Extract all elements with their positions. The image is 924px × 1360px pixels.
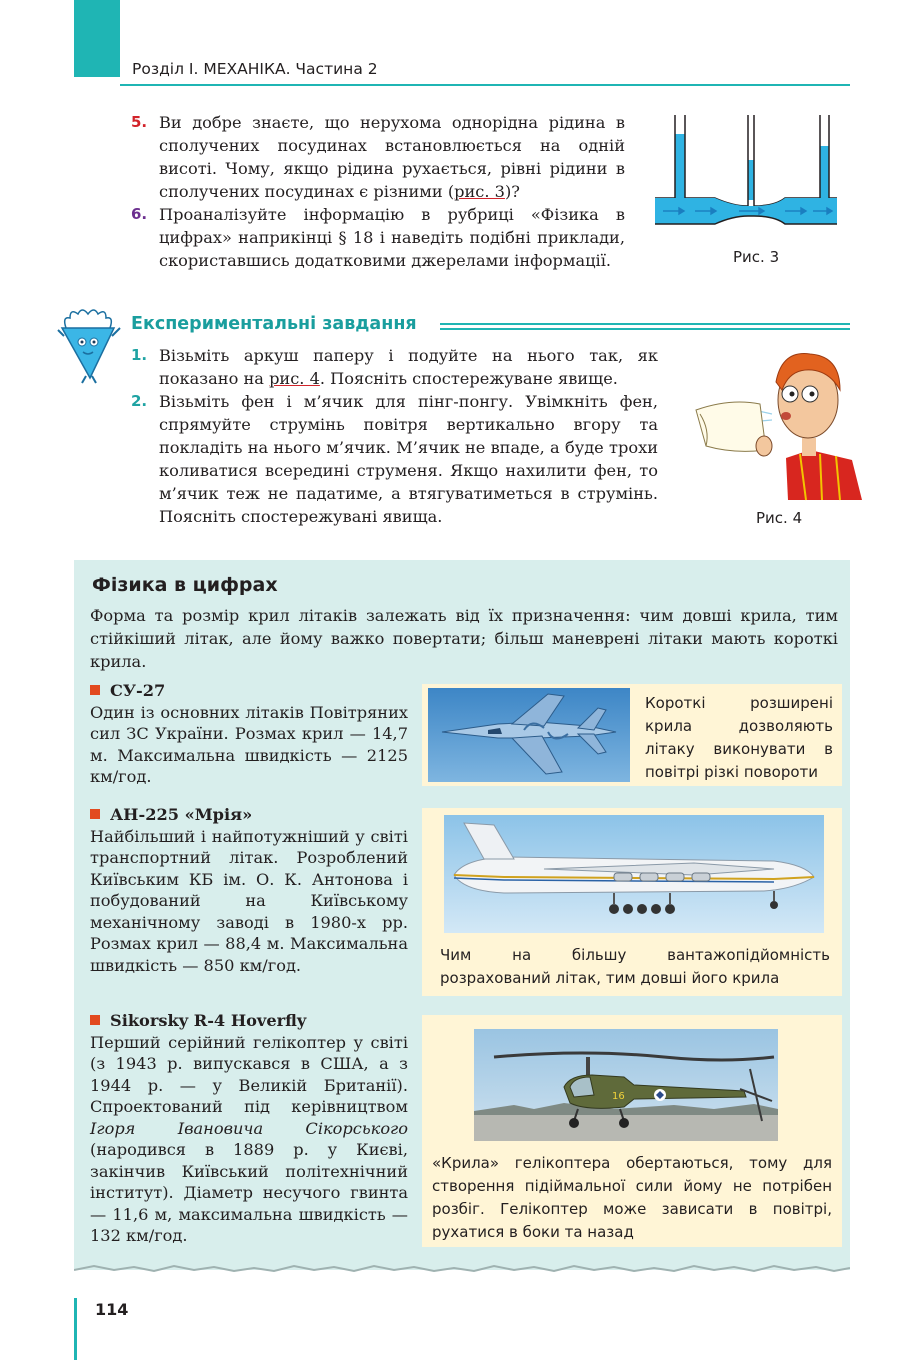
figure-4-caption: Рис. 4 xyxy=(756,509,803,527)
question-5 xyxy=(131,111,625,203)
panel-title: Фізика в цифрах xyxy=(92,574,278,596)
footer-accent-bar xyxy=(74,1298,77,1360)
svg-text:16: 16 xyxy=(612,1091,625,1102)
experiment-text: Візьміть аркуш паперу і подуйте на нього так, як показано на рис. 4. Поясніть спостережуване явище. xyxy=(159,346,658,388)
experiment-number: 2. xyxy=(131,392,148,410)
title-rule xyxy=(440,323,850,325)
sikorsky-photo-caption: «Крила» гелікоптера обертаються, тому для створення підіймальної сили йому не потрібен розбіг. Гелікоптер може зависати в повітрі, рухатися в боки та назад xyxy=(432,1154,832,1241)
plane-sikorsky-r4 xyxy=(90,1010,408,1247)
mascot-icon xyxy=(56,306,122,384)
plane-title: АН-225 «Мрія» xyxy=(90,804,408,826)
panel-intro: Форма та розмір крил літаків залежать від їх призначення: чим довші крила, тим стійкіший літак, але йому важко повертати; більш маневрені літаки мають короткі крила. xyxy=(90,606,838,671)
figure-link-4[interactable]: рис. 4 xyxy=(269,369,320,388)
question-number: 5. xyxy=(131,113,148,131)
experiment-1 xyxy=(131,344,658,390)
plane-title: Sikorsky R-4 Hoverfly xyxy=(90,1010,408,1032)
an225-photo-caption: Чим на більшу вантажопідйомність розрахований літак, тим довші його крила xyxy=(440,946,830,987)
plane-text: Перший серійний гелікоптер у світі (з 1943 р. випускався в США, а з 1944 р. — у Великій Британії). Спроектований під керівництвом Ігоря Івановича Сікорського (народився в 1889 р. у Києві, закінчив Київський політехнічний інститут). Діаметр несучого гвинта — 11,6 м, максимальна швидкість — 132 км/год. xyxy=(90,1032,408,1245)
question-text: Проаналізуйте інформацію в рубриці «Фізика в цифрах» наприкінці § 18 і наведіть подібні приклади, скориставшись додатковими джерелами інформації. xyxy=(159,205,625,270)
running-header: Розділ I. МЕХАНІКА. Частина 2 xyxy=(132,60,378,78)
plane-an225 xyxy=(90,804,408,976)
figure-3-connected-vessels xyxy=(655,112,837,232)
plane-su27 xyxy=(90,680,408,788)
experiment-number: 1. xyxy=(131,346,148,364)
plane-title: СУ-27 xyxy=(90,680,408,702)
su27-photo-caption: Короткі розширені крила дозволяють літаку виконувати в повітрі різкі повороти xyxy=(645,694,833,781)
page-number: 114 xyxy=(95,1300,129,1319)
experiment-2 xyxy=(131,390,658,528)
bullet-square-icon xyxy=(90,1015,100,1025)
experimental-tasks-title: Експериментальні завдання xyxy=(131,314,417,334)
question-6 xyxy=(131,203,625,272)
bullet-square-icon xyxy=(90,809,100,819)
question-number: 6. xyxy=(131,205,148,223)
sikorsky-r4-photo xyxy=(474,1029,778,1141)
header-rule-left xyxy=(74,75,120,86)
figure-3-caption: Рис. 3 xyxy=(733,248,780,266)
plane-text: Один із основних літаків Повітряних сил ЗС України. Розмах крил — 14,7 м. Максимальна швидкість — 2125 км/год. xyxy=(90,702,408,786)
header-rule xyxy=(120,84,850,86)
su27-photo xyxy=(428,688,630,782)
question-text: Ви добре знаєте, що нерухома однорідна рідина в сполучених посудинах встановлюється на одній висоті. Чому, якщо рідина рухається, рівні рідини в сполучених посудинах є різними (рис. 3)? xyxy=(159,113,625,201)
chapter-tab xyxy=(74,0,120,75)
figure-4-boy-blowing-paper xyxy=(690,350,870,502)
figure-link-3[interactable]: рис. 3 xyxy=(454,182,505,201)
experiment-text: Візьміть фен і м’ячик для пінг-понгу. Увімкніть фен, спрямуйте струмінь повітря вертикально вгору та покладіть на нього м’ячик. М’ячик не впаде, а буде трохи коливатися всередині струменя. Якщо нахилити фен, то м’ячик теж не падатиме, а втягуватиметься в струмінь. Поясніть спостережувані явища. xyxy=(159,392,658,526)
title-rule xyxy=(440,328,850,330)
plane-text: Найбільший і найпотужніший у світі транспортний літак. Розроблений Київським КБ ім. О. К. Антонова і побудований на Київському механічному заводі в 1980-х рр. Розмах крил — 88,4 м. Максимальна швидкість — 850 км/год. xyxy=(90,826,408,975)
bullet-square-icon xyxy=(90,685,100,695)
designer-name: Ігоря Івановича Сікорського xyxy=(90,1118,408,1138)
torn-edge-divider xyxy=(74,1262,850,1278)
an225-photo xyxy=(444,815,824,933)
